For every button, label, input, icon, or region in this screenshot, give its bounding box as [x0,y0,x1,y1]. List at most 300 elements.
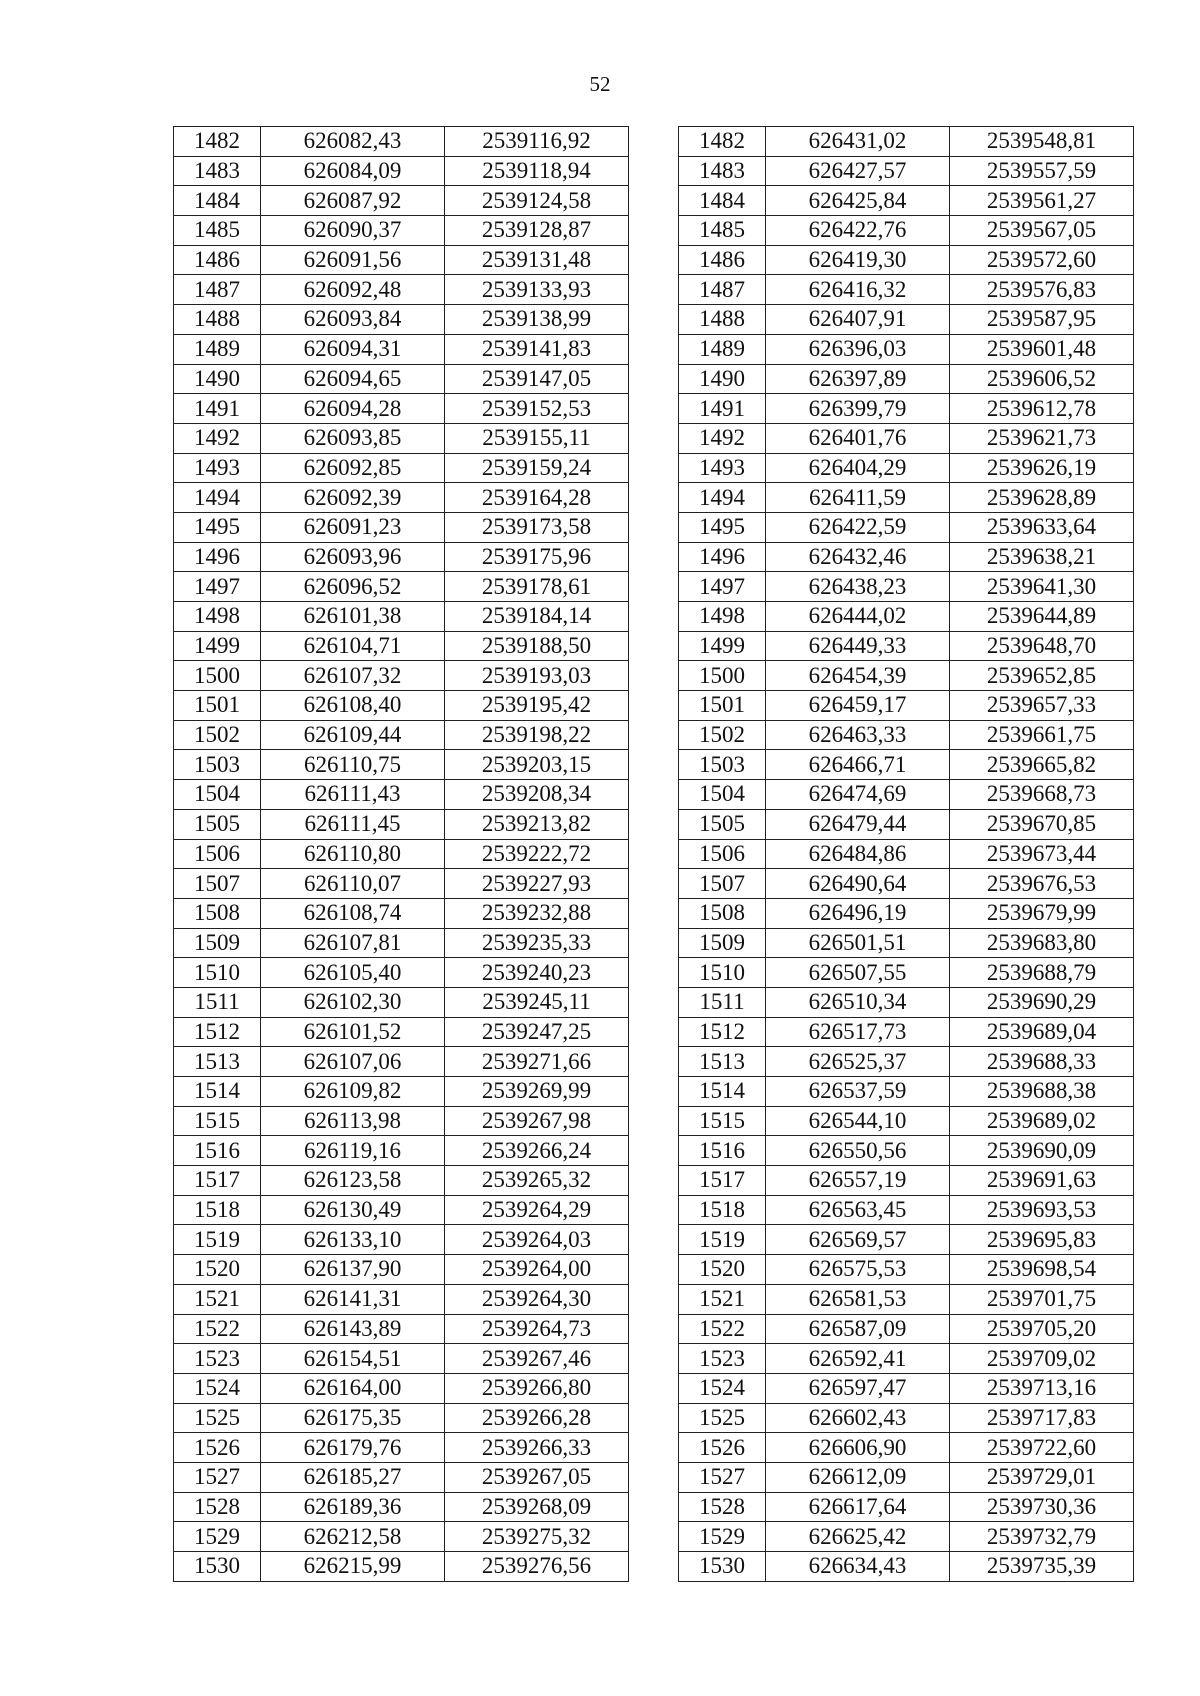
column-gap [629,1314,679,1344]
right-y-coordinate: 2539606,52 [950,364,1134,394]
right-point-number: 1498 [679,602,766,632]
left-point-number: 1527 [174,1462,261,1492]
left-x-coordinate: 626141,31 [261,1284,445,1314]
left-point-number: 1522 [174,1314,261,1344]
right-y-coordinate: 2539693,53 [950,1195,1134,1225]
column-gap [629,780,679,810]
table-row [174,1522,1134,1552]
table-row [174,691,1134,721]
right-y-coordinate: 2539670,85 [950,809,1134,839]
left-x-coordinate: 626133,10 [261,1225,445,1255]
left-x-coordinate: 626091,56 [261,245,445,275]
left-y-coordinate: 2539141,83 [445,334,629,364]
left-point-number: 1517 [174,1166,261,1196]
table-row [174,127,1134,157]
table-row [174,334,1134,364]
left-y-coordinate: 2539264,30 [445,1284,629,1314]
table-row [174,245,1134,275]
left-x-coordinate: 626108,74 [261,898,445,928]
right-y-coordinate: 2539576,83 [950,275,1134,305]
table-row [174,1136,1134,1166]
column-gap [629,839,679,869]
right-x-coordinate: 626602,43 [766,1403,950,1433]
left-x-coordinate: 626164,00 [261,1373,445,1403]
left-y-coordinate: 2539264,29 [445,1195,629,1225]
table-row [174,839,1134,869]
right-x-coordinate: 626517,73 [766,1017,950,1047]
table-row [174,1017,1134,1047]
right-point-number: 1519 [679,1225,766,1255]
left-x-coordinate: 626093,96 [261,542,445,572]
column-gap [629,1373,679,1403]
right-x-coordinate: 626422,76 [766,216,950,246]
left-y-coordinate: 2539267,98 [445,1106,629,1136]
right-point-number: 1491 [679,394,766,424]
left-y-coordinate: 2539128,87 [445,216,629,246]
right-y-coordinate: 2539572,60 [950,245,1134,275]
left-x-coordinate: 626092,39 [261,483,445,513]
left-x-coordinate: 626179,76 [261,1433,445,1463]
table-row [174,1433,1134,1463]
right-y-coordinate: 2539695,83 [950,1225,1134,1255]
column-gap [629,987,679,1017]
left-y-coordinate: 2539235,33 [445,928,629,958]
left-x-coordinate: 626110,75 [261,750,445,780]
right-x-coordinate: 626581,53 [766,1284,950,1314]
left-point-number: 1503 [174,750,261,780]
table-row [174,958,1134,988]
right-point-number: 1502 [679,720,766,750]
right-x-coordinate: 626454,39 [766,661,950,691]
left-point-number: 1501 [174,691,261,721]
left-y-coordinate: 2539264,00 [445,1255,629,1285]
right-point-number: 1490 [679,364,766,394]
right-x-coordinate: 626525,37 [766,1047,950,1077]
left-y-coordinate: 2539247,25 [445,1017,629,1047]
table-row [174,1255,1134,1285]
right-y-coordinate: 2539717,83 [950,1403,1134,1433]
right-x-coordinate: 626592,41 [766,1344,950,1374]
left-point-number: 1507 [174,869,261,899]
right-x-coordinate: 626444,02 [766,602,950,632]
coordinates-table-body [174,127,1134,1582]
right-x-coordinate: 626411,59 [766,483,950,513]
right-y-coordinate: 2539548,81 [950,127,1134,157]
right-y-coordinate: 2539735,39 [950,1552,1134,1582]
right-y-coordinate: 2539661,75 [950,720,1134,750]
left-y-coordinate: 2539203,15 [445,750,629,780]
left-y-coordinate: 2539266,33 [445,1433,629,1463]
right-x-coordinate: 626416,32 [766,275,950,305]
column-gap [629,958,679,988]
table-row [174,423,1134,453]
left-y-coordinate: 2539193,03 [445,661,629,691]
right-y-coordinate: 2539701,75 [950,1284,1134,1314]
column-gap [629,661,679,691]
left-y-coordinate: 2539198,22 [445,720,629,750]
table-row [174,572,1134,602]
table-row [174,512,1134,542]
left-x-coordinate: 626104,71 [261,631,445,661]
table-row [174,1344,1134,1374]
right-x-coordinate: 626510,34 [766,987,950,1017]
left-x-coordinate: 626111,45 [261,809,445,839]
column-gap [629,809,679,839]
table-row [174,186,1134,216]
right-point-number: 1524 [679,1373,766,1403]
left-x-coordinate: 626091,23 [261,512,445,542]
right-point-number: 1506 [679,839,766,869]
column-gap [629,1255,679,1285]
right-y-coordinate: 2539557,59 [950,156,1134,186]
page-number: 52 [589,72,611,96]
table-row [174,1492,1134,1522]
left-y-coordinate: 2539265,32 [445,1166,629,1196]
table-row [174,1284,1134,1314]
left-point-number: 1484 [174,186,261,216]
left-x-coordinate: 626109,44 [261,720,445,750]
right-y-coordinate: 2539587,95 [950,305,1134,335]
right-y-coordinate: 2539668,73 [950,780,1134,810]
left-y-coordinate: 2539188,50 [445,631,629,661]
right-point-number: 1489 [679,334,766,364]
left-x-coordinate: 626094,31 [261,334,445,364]
left-y-coordinate: 2539173,58 [445,512,629,542]
left-point-number: 1488 [174,305,261,335]
right-y-coordinate: 2539657,33 [950,691,1134,721]
column-gap [629,602,679,632]
column-gap [629,1522,679,1552]
left-y-coordinate: 2539264,73 [445,1314,629,1344]
right-y-coordinate: 2539683,80 [950,928,1134,958]
left-point-number: 1512 [174,1017,261,1047]
left-point-number: 1518 [174,1195,261,1225]
left-y-coordinate: 2539131,48 [445,245,629,275]
right-point-number: 1525 [679,1403,766,1433]
left-y-coordinate: 2539232,88 [445,898,629,928]
table-row [174,156,1134,186]
left-point-number: 1486 [174,245,261,275]
left-point-number: 1510 [174,958,261,988]
right-x-coordinate: 626422,59 [766,512,950,542]
right-point-number: 1484 [679,186,766,216]
table-row [174,394,1134,424]
right-x-coordinate: 626612,09 [766,1462,950,1492]
left-y-coordinate: 2539159,24 [445,453,629,483]
left-point-number: 1514 [174,1077,261,1107]
right-x-coordinate: 626537,59 [766,1077,950,1107]
left-x-coordinate: 626093,84 [261,305,445,335]
right-x-coordinate: 626466,71 [766,750,950,780]
left-point-number: 1504 [174,780,261,810]
right-point-number: 1494 [679,483,766,513]
right-y-coordinate: 2539612,78 [950,394,1134,424]
right-point-number: 1528 [679,1492,766,1522]
right-point-number: 1530 [679,1552,766,1582]
right-y-coordinate: 2539561,27 [950,186,1134,216]
left-x-coordinate: 626215,99 [261,1552,445,1582]
left-y-coordinate: 2539178,61 [445,572,629,602]
right-x-coordinate: 626496,19 [766,898,950,928]
right-point-number: 1527 [679,1462,766,1492]
left-point-number: 1502 [174,720,261,750]
left-x-coordinate: 626102,30 [261,987,445,1017]
left-point-number: 1505 [174,809,261,839]
right-y-coordinate: 2539705,20 [950,1314,1134,1344]
column-gap [629,869,679,899]
left-point-number: 1487 [174,275,261,305]
left-point-number: 1491 [174,394,261,424]
left-y-coordinate: 2539208,34 [445,780,629,810]
left-x-coordinate: 626119,16 [261,1136,445,1166]
right-x-coordinate: 626563,45 [766,1195,950,1225]
right-point-number: 1514 [679,1077,766,1107]
right-point-number: 1515 [679,1106,766,1136]
right-x-coordinate: 626463,33 [766,720,950,750]
left-point-number: 1515 [174,1106,261,1136]
left-x-coordinate: 626093,85 [261,423,445,453]
right-x-coordinate: 626557,19 [766,1166,950,1196]
table-row [174,602,1134,632]
right-y-coordinate: 2539638,21 [950,542,1134,572]
right-x-coordinate: 626501,51 [766,928,950,958]
table-row [174,780,1134,810]
coordinates-table [173,126,1134,1582]
left-y-coordinate: 2539155,11 [445,423,629,453]
column-gap [629,750,679,780]
right-x-coordinate: 626401,76 [766,423,950,453]
left-x-coordinate: 626107,32 [261,661,445,691]
column-gap [629,542,679,572]
left-y-coordinate: 2539266,80 [445,1373,629,1403]
right-x-coordinate: 626397,89 [766,364,950,394]
column-gap [629,394,679,424]
right-x-coordinate: 626634,43 [766,1552,950,1582]
right-point-number: 1501 [679,691,766,721]
column-gap [629,423,679,453]
column-gap [629,1106,679,1136]
right-x-coordinate: 626404,29 [766,453,950,483]
left-x-coordinate: 626084,09 [261,156,445,186]
column-gap [629,1195,679,1225]
left-point-number: 1492 [174,423,261,453]
column-gap [629,1017,679,1047]
right-y-coordinate: 2539729,01 [950,1462,1134,1492]
right-point-number: 1497 [679,572,766,602]
column-gap [629,898,679,928]
right-y-coordinate: 2539732,79 [950,1522,1134,1552]
right-point-number: 1495 [679,512,766,542]
right-x-coordinate: 626550,56 [766,1136,950,1166]
left-y-coordinate: 2539267,05 [445,1462,629,1492]
table-row [174,720,1134,750]
left-x-coordinate: 626109,82 [261,1077,445,1107]
right-point-number: 1487 [679,275,766,305]
table-row [174,809,1134,839]
left-point-number: 1528 [174,1492,261,1522]
right-x-coordinate: 626407,91 [766,305,950,335]
left-y-coordinate: 2539175,96 [445,542,629,572]
left-y-coordinate: 2539138,99 [445,305,629,335]
table-row [174,216,1134,246]
table-row [174,1077,1134,1107]
left-x-coordinate: 626094,28 [261,394,445,424]
left-point-number: 1516 [174,1136,261,1166]
table-row [174,928,1134,958]
right-point-number: 1508 [679,898,766,928]
right-x-coordinate: 626479,44 [766,809,950,839]
right-x-coordinate: 626427,57 [766,156,950,186]
right-point-number: 1505 [679,809,766,839]
right-x-coordinate: 626474,69 [766,780,950,810]
left-y-coordinate: 2539184,14 [445,602,629,632]
right-y-coordinate: 2539652,85 [950,661,1134,691]
left-x-coordinate: 626092,85 [261,453,445,483]
left-point-number: 1509 [174,928,261,958]
left-x-coordinate: 626110,07 [261,869,445,899]
right-y-coordinate: 2539722,60 [950,1433,1134,1463]
right-point-number: 1486 [679,245,766,275]
left-y-coordinate: 2539152,53 [445,394,629,424]
right-y-coordinate: 2539688,33 [950,1047,1134,1077]
column-gap [629,1462,679,1492]
left-y-coordinate: 2539266,24 [445,1136,629,1166]
right-x-coordinate: 626432,46 [766,542,950,572]
right-point-number: 1522 [679,1314,766,1344]
right-point-number: 1523 [679,1344,766,1374]
table-row [174,631,1134,661]
left-x-coordinate: 626101,52 [261,1017,445,1047]
column-gap [629,631,679,661]
right-point-number: 1482 [679,127,766,157]
left-x-coordinate: 626090,37 [261,216,445,246]
left-y-coordinate: 2539264,03 [445,1225,629,1255]
right-x-coordinate: 626438,23 [766,572,950,602]
column-gap [629,245,679,275]
right-y-coordinate: 2539688,79 [950,958,1134,988]
right-y-coordinate: 2539691,63 [950,1166,1134,1196]
right-point-number: 1529 [679,1522,766,1552]
table-row [174,1403,1134,1433]
right-y-coordinate: 2539628,89 [950,483,1134,513]
left-x-coordinate: 626123,58 [261,1166,445,1196]
left-x-coordinate: 626130,49 [261,1195,445,1225]
table-row [174,1166,1134,1196]
right-x-coordinate: 626399,79 [766,394,950,424]
left-y-coordinate: 2539268,09 [445,1492,629,1522]
left-point-number: 1524 [174,1373,261,1403]
left-point-number: 1511 [174,987,261,1017]
left-x-coordinate: 626105,40 [261,958,445,988]
table-row [174,661,1134,691]
right-y-coordinate: 2539633,64 [950,512,1134,542]
column-gap [629,305,679,335]
right-y-coordinate: 2539626,19 [950,453,1134,483]
left-y-coordinate: 2539222,72 [445,839,629,869]
left-y-coordinate: 2539276,56 [445,1552,629,1582]
right-x-coordinate: 626459,17 [766,691,950,721]
right-point-number: 1504 [679,780,766,810]
left-point-number: 1500 [174,661,261,691]
right-point-number: 1503 [679,750,766,780]
left-x-coordinate: 626107,81 [261,928,445,958]
right-x-coordinate: 626431,02 [766,127,950,157]
column-gap [629,1552,679,1582]
right-x-coordinate: 626419,30 [766,245,950,275]
right-x-coordinate: 626425,84 [766,186,950,216]
right-y-coordinate: 2539648,70 [950,631,1134,661]
left-x-coordinate: 626175,35 [261,1403,445,1433]
right-point-number: 1517 [679,1166,766,1196]
left-point-number: 1499 [174,631,261,661]
table-row [174,1047,1134,1077]
left-point-number: 1482 [174,127,261,157]
left-point-number: 1513 [174,1047,261,1077]
left-y-coordinate: 2539267,46 [445,1344,629,1374]
left-point-number: 1523 [174,1344,261,1374]
right-y-coordinate: 2539601,48 [950,334,1134,364]
right-x-coordinate: 626587,09 [766,1314,950,1344]
left-point-number: 1495 [174,512,261,542]
column-gap [629,364,679,394]
right-y-coordinate: 2539673,44 [950,839,1134,869]
column-gap [629,691,679,721]
right-y-coordinate: 2539688,38 [950,1077,1134,1107]
table-row [174,869,1134,899]
right-x-coordinate: 626507,55 [766,958,950,988]
right-point-number: 1526 [679,1433,766,1463]
column-gap [629,1047,679,1077]
right-x-coordinate: 626396,03 [766,334,950,364]
right-point-number: 1512 [679,1017,766,1047]
left-x-coordinate: 626212,58 [261,1522,445,1552]
table-row [174,275,1134,305]
left-x-coordinate: 626143,89 [261,1314,445,1344]
right-point-number: 1509 [679,928,766,958]
left-y-coordinate: 2539118,94 [445,156,629,186]
right-y-coordinate: 2539689,04 [950,1017,1134,1047]
column-gap [629,156,679,186]
column-gap [629,572,679,602]
left-y-coordinate: 2539245,11 [445,987,629,1017]
left-x-coordinate: 626107,06 [261,1047,445,1077]
column-gap [629,928,679,958]
left-x-coordinate: 626082,43 [261,127,445,157]
right-point-number: 1507 [679,869,766,899]
left-x-coordinate: 626113,98 [261,1106,445,1136]
table-row [174,1462,1134,1492]
table-row [174,453,1134,483]
right-point-number: 1500 [679,661,766,691]
left-y-coordinate: 2539240,23 [445,958,629,988]
right-y-coordinate: 2539730,36 [950,1492,1134,1522]
left-y-coordinate: 2539116,92 [445,127,629,157]
right-point-number: 1483 [679,156,766,186]
left-y-coordinate: 2539147,05 [445,364,629,394]
table-row [174,1373,1134,1403]
right-point-number: 1513 [679,1047,766,1077]
left-point-number: 1529 [174,1522,261,1552]
left-x-coordinate: 626108,40 [261,691,445,721]
left-y-coordinate: 2539124,58 [445,186,629,216]
right-x-coordinate: 626617,64 [766,1492,950,1522]
left-x-coordinate: 626185,27 [261,1462,445,1492]
left-x-coordinate: 626137,90 [261,1255,445,1285]
right-point-number: 1499 [679,631,766,661]
right-y-coordinate: 2539709,02 [950,1344,1134,1374]
left-point-number: 1485 [174,216,261,246]
column-gap [629,275,679,305]
